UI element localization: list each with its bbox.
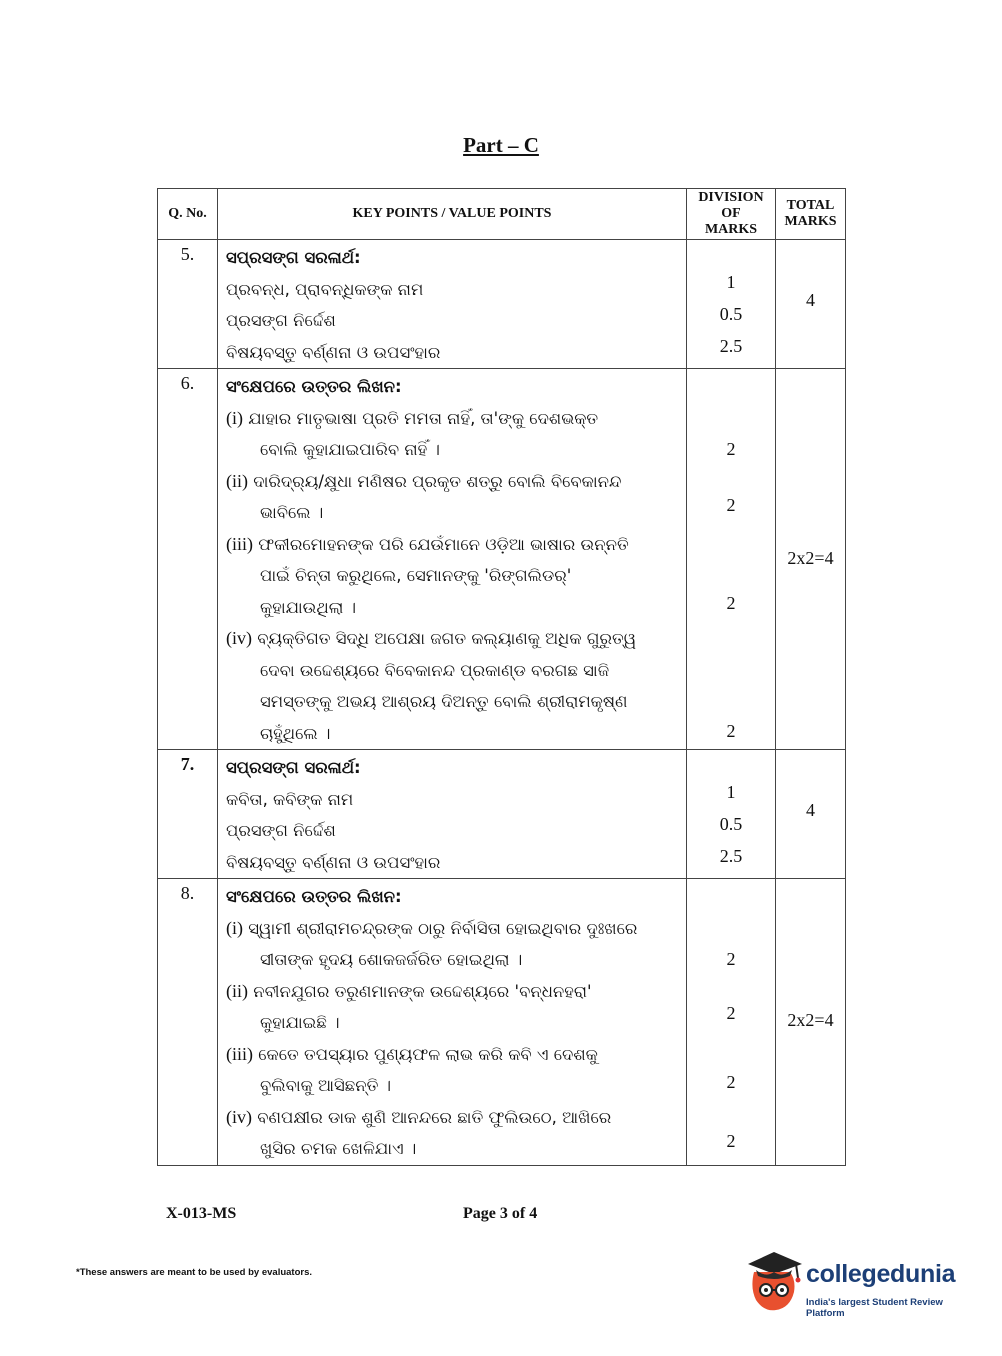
key-point-line: ପ୍ରସଙ୍ଗ ନିର୍ଦ୍ଦେଶ <box>226 821 336 840</box>
header-division <box>687 189 776 240</box>
marking-scheme-table <box>157 188 846 1166</box>
key-point-line: ଭାବିଲେ । <box>260 503 324 522</box>
header-division-line: MARKS <box>704 222 758 237</box>
total-mark: 4 <box>806 800 815 820</box>
key-point-line: ପ୍ରସଙ୍ଗ ନିର୍ଦ୍ଦେଶ <box>226 311 336 330</box>
key-point-line: ପାଇଁ ଚିନ୍ତା କରୁଥିଲେ, ସେମାନଙ୍କୁ 'ରିଙ୍ଗଲିଡର୍' <box>260 566 572 585</box>
division-marks-cell <box>687 369 776 750</box>
total-marks-cell <box>776 369 846 750</box>
item-number: (iii) <box>226 1043 253 1064</box>
total-marks-cell <box>776 879 846 1166</box>
division-mark: 2 <box>726 949 736 969</box>
question-number: 7. <box>158 750 218 879</box>
key-point-line: ସୀତାଙ୍କ ହୃଦୟ ଶୋକଜର୍ଜରିତ ହୋଇଥିଲା । <box>260 950 523 969</box>
division-marks-cell <box>687 750 776 879</box>
item-text: କେତେ ତପସ୍ୟାର ପୁଣ୍ୟଫଳ ଲାଭ କରି କବି ଏ ଦେଶକୁ <box>258 1044 598 1064</box>
key-points-cell <box>218 369 687 750</box>
division-marks-cell <box>687 240 776 369</box>
key-points-cell <box>218 750 687 879</box>
division-mark: 1 <box>726 272 736 292</box>
key-points-cell <box>218 879 687 1166</box>
key-point-line: କୁହାଯାଉଥିଲା । <box>260 597 357 617</box>
key-point-line <box>226 466 686 498</box>
division-mark: 2 <box>726 593 736 613</box>
key-point-line <box>226 1039 686 1071</box>
key-point-line: ଦେବା ଉଦ୍ଦେଶ୍ୟରେ ବିବେକାନନ୍ଦ ପ୍ରକାଣ୍ଡ ବରଗଛ ସାଜି <box>260 660 610 680</box>
key-point-line <box>226 1102 686 1134</box>
key-point-line: ବୁଲିବାକୁ ଆସିଛନ୍ତି । <box>260 1076 392 1095</box>
key-point-line <box>226 913 686 945</box>
total-mark: 2x2=4 <box>787 548 834 568</box>
division-mark: 2 <box>726 439 736 459</box>
division-mark: 2 <box>726 721 736 741</box>
question-heading: ସଂକ୍ଷେପରେ ଉତ୍ତର ଲିଖନ: <box>226 377 402 396</box>
division-mark: 2 <box>726 1131 736 1151</box>
key-point-line: ପ୍ରବନ୍ଧ, ପ୍ରାବନ୍ଧିକଙ୍କ ନାମ <box>226 279 424 299</box>
item-number: (i) <box>226 407 243 428</box>
division-marks-cell <box>687 879 776 1166</box>
total-marks-cell <box>776 240 846 369</box>
division-mark: 2.5 <box>719 846 743 866</box>
collegedunia-logo <box>744 1248 974 1318</box>
logo-tagline: India's largest Student Review Platform <box>806 1297 943 1319</box>
total-marks-cell <box>776 750 846 879</box>
division-mark: 2 <box>726 1003 736 1023</box>
division-mark: 2.5 <box>719 336 743 356</box>
item-number: (iii) <box>226 533 253 554</box>
division-mark: 0.5 <box>719 304 743 324</box>
header-key-points: KEY POINTS / VALUE POINTS <box>218 189 687 240</box>
item-number: (i) <box>226 917 243 938</box>
item-text: ନବୀନଯୁଗର ତରୁଣମାନଙ୍କ ଉଦ୍ଦେଶ୍ୟରେ 'ବନ୍ଧନହରା' <box>253 981 592 1001</box>
page-number: Page 3 of 4 <box>463 1205 538 1222</box>
division-mark: 2 <box>726 495 736 515</box>
header-total <box>776 189 846 240</box>
page-title: Part – C <box>463 133 539 157</box>
key-point-line: ବୋଲି କୁହାଯାଇପାରିବ ନାହିଁ । <box>260 440 440 459</box>
key-point-line: ଚାହୁଁଥିଲେ । <box>260 723 331 743</box>
question-number: 6. <box>158 369 218 750</box>
key-point-line <box>226 623 686 655</box>
division-mark: 2 <box>726 1072 736 1092</box>
table-row <box>158 750 846 879</box>
division-mark: 0.5 <box>719 814 743 834</box>
item-text: ଫକୀରମୋହନଙ୍କ ପରି ଯେଉଁମାନେ ଓଡ଼ିଆ ଭାଷାର ଉନ୍ନତି <box>258 534 629 554</box>
question-number: 5. <box>158 240 218 369</box>
key-point-line: ବିଷୟବସ୍ତୁ ବର୍ଣ୍ଣନା ଓ ଉପସଂହାର <box>226 852 441 872</box>
disclaimer-note: *These answers are meant to be used by evaluators. <box>76 1267 313 1278</box>
document-code: X-013-MS <box>166 1205 237 1222</box>
key-point-line: କବିତା, କବିଙ୍କ ନାମ <box>226 789 354 809</box>
key-point-line: କୁହାଯାଇଛି । <box>260 1013 340 1032</box>
item-text: ଦାରିଦ୍ର୍ୟ/କ୍ଷୁଧା ମଣିଷର ପ୍ରକୃତ ଶତ୍ରୁ ବୋଲି ବିବେକାନନ୍ଦ <box>253 471 622 491</box>
item-number: (iv) <box>226 1106 252 1127</box>
total-mark: 4 <box>806 290 815 310</box>
key-point-line <box>226 529 686 561</box>
division-mark: 1 <box>726 782 736 802</box>
header-division-line: DIVISION <box>698 190 764 205</box>
total-mark: 2x2=4 <box>787 1010 834 1030</box>
header-qno: Q. No. <box>158 189 218 240</box>
key-point-line: ବିଷୟବସ୍ତୁ ବର୍ଣ୍ଣନା ଓ ଉପସଂହାର <box>226 342 441 362</box>
item-text: ବ୍ୟକ୍ତିଗତ ସିଦ୍ଧି ଅପେକ୍ଷା ଜଗତ କଲ୍ୟାଣକୁ ଅଧିକ ଗୁରୁତ୍ୱ <box>257 629 637 648</box>
header-total-line: MARKS <box>784 214 837 229</box>
question-heading: ସଂକ୍ଷେପରେ ଉତ୍ତର ଲିଖନ: <box>226 887 402 906</box>
item-number: (ii) <box>226 470 248 491</box>
item-text: ଯାହାର ମାତୃଭାଷା ପ୍ରତି ମମତା ନାହିଁ, ତା'ଙ୍କୁ ଦେଶଭକ୍ତ <box>248 408 599 428</box>
logo-wordmark: collegedunia <box>806 1260 956 1288</box>
graduate-mascot-icon <box>744 1248 804 1318</box>
header-total-line: TOTAL <box>786 198 835 213</box>
item-number: (iv) <box>226 628 252 648</box>
key-point-line: ସମସ୍ତଙ୍କୁ ଅଭୟ ଆଶ୍ରୟ ଦିଅନ୍ତୁ ବୋଲି ଶ୍ରୀରାମକୃଷ୍ଣ <box>260 692 628 711</box>
table-row <box>158 240 846 369</box>
question-heading: ସପ୍ରସଙ୍ଗ ସରଳାର୍ଥ: <box>226 758 361 777</box>
item-number: (ii) <box>226 980 248 1001</box>
item-text: ସ୍ୱାମୀ ଶ୍ରୀରାମଚନ୍ଦ୍ରଙ୍କ ଠାରୁ ନିର୍ବାସିତା ହୋଇଥିବାର ଦୁଃଖରେ <box>248 918 638 938</box>
header-division-line: OF <box>721 206 741 221</box>
key-point-line: ଖୁସିର ଚମକ ଖେଳିଯାଏ । <box>260 1139 417 1158</box>
key-point-line <box>226 976 686 1008</box>
key-point-line <box>226 403 686 435</box>
key-points-cell <box>218 240 687 369</box>
question-number: 8. <box>158 879 218 1166</box>
table-row <box>158 879 846 1166</box>
question-heading: ସପ୍ରସଙ୍ଗ ସରଳାର୍ଥ: <box>226 248 361 267</box>
item-text: ବଣପକ୍ଷୀର ଡାକ ଶୁଣି ଆନନ୍ଦରେ ଛାତି ଫୁଲିଉଠେ, ଆଖିରେ <box>257 1107 612 1127</box>
header-row <box>158 189 846 240</box>
table-row <box>158 369 846 750</box>
